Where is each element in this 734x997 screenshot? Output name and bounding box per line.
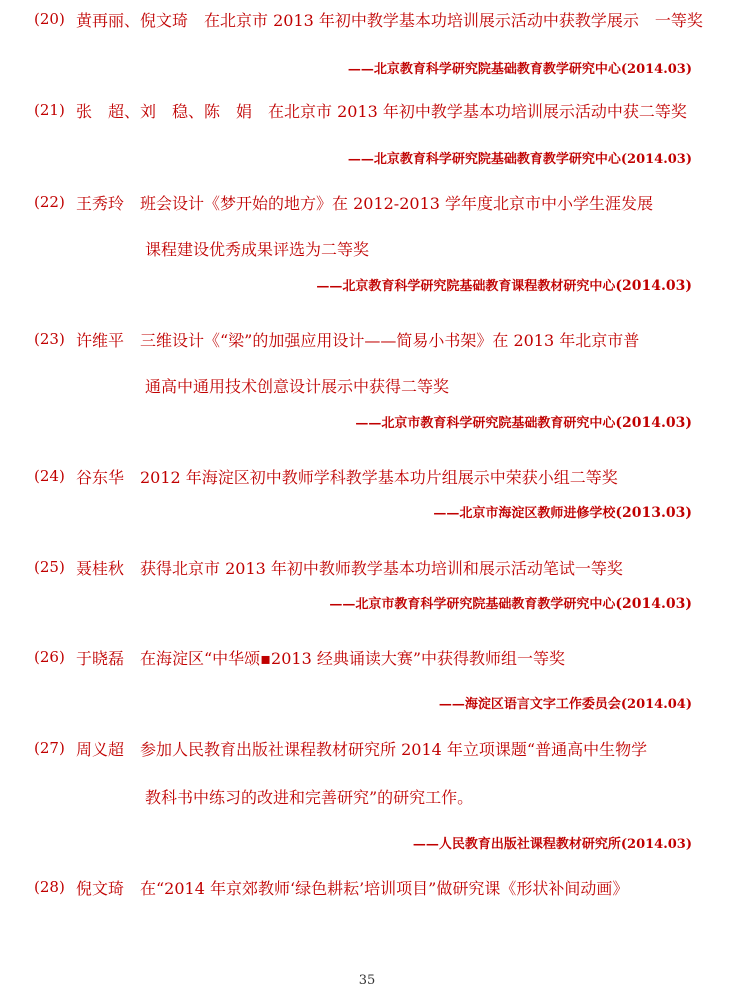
entry-text: 许维平 三维设计《“梁”的加强应用设计——简易小书架》在 2013 年北京市普 (76, 331, 640, 350)
source-org: ——北京教育科学研究院基础教育课程教材研究中心 (316, 279, 616, 294)
entry-number: (24) (34, 467, 65, 485)
source-org: ——北京市海淀区教师进修学校 (433, 506, 616, 521)
entry-source: ——北京教育科学研究院基础教育教学研究中心(2014.03) (347, 62, 692, 77)
page-number: 35 (358, 973, 376, 988)
entry-number: (23) (34, 330, 65, 348)
entry-text: 黄再丽、倪文琦 在北京市 2013 年初中教学基本功培训展示活动中获教学展示 一等奖 (76, 11, 703, 30)
entry-text-continued: 课程建设优秀成果评选为二等奖 (145, 240, 370, 259)
source-date: (2014.03) (615, 415, 692, 431)
entry-source: ——北京教育科学研究院基础教育教学研究中心(2014.03) (347, 152, 692, 167)
entry-text: 聂桂秋 获得北京市 2013 年初中教师教学基本功培训和展示活动笔试一等奖 (76, 559, 623, 578)
source-org: ——北京市教育科学研究院基础教育教学研究中心 (329, 597, 616, 612)
entry-source (433, 502, 692, 521)
source-date: (2013.03) (615, 505, 692, 521)
entry-number: (21) (34, 101, 65, 119)
entry-number: (20) (34, 10, 65, 28)
entry-text: 张 超、刘 稳、陈 娟 在北京市 2013 年初中教学基本功培训展示活动中获二等奖 (76, 102, 687, 121)
entry-source: ——海淀区语言文字工作委员会(2014.04) (438, 697, 692, 712)
entry-number: (22) (34, 193, 65, 211)
source-date: (2014.03) (615, 596, 692, 612)
entry-text-continued: 通高中通用技术创意设计展示中获得二等奖 (145, 377, 450, 396)
source-date: (2014.03) (615, 278, 692, 294)
entry-number: (25) (34, 558, 65, 576)
entry-text: 王秀玲 班会设计《梦开始的地方》在 2012-2013 学年度北京市中小学生涯发展 (76, 194, 654, 213)
entry-text: 谷东华 2012 年海淀区初中教师学科教学基本功片组展示中荣获小组二等奖 (76, 468, 618, 487)
entry-source (316, 275, 692, 294)
source-org: ——北京市教育科学研究院基础教育研究中心 (355, 416, 616, 431)
entry-text: 倪文琦 在“2014 年京郊教师‘绿色耕耘’培训项目”做研究课《形状补间动画》 (76, 879, 629, 898)
entry-text: 周义超 参加人民教育出版社课程教材研究所 2014 年立项课题“普通高中生物学 (76, 740, 648, 759)
entry-number: (28) (34, 878, 65, 896)
entry-source: ——人民教育出版社课程教材研究所(2014.03) (412, 837, 692, 852)
entry-source (329, 593, 692, 612)
entry-source (355, 412, 692, 431)
entry-number: (26) (34, 648, 65, 666)
entry-number: (27) (34, 739, 65, 757)
entry-text-continued: 教科书中练习的改进和完善研究”的研究工作。 (145, 788, 474, 807)
entry-text: 于晓磊 在海淀区“中华颂▪2013 经典诵读大赛”中获得教师组一等奖 (76, 649, 566, 668)
